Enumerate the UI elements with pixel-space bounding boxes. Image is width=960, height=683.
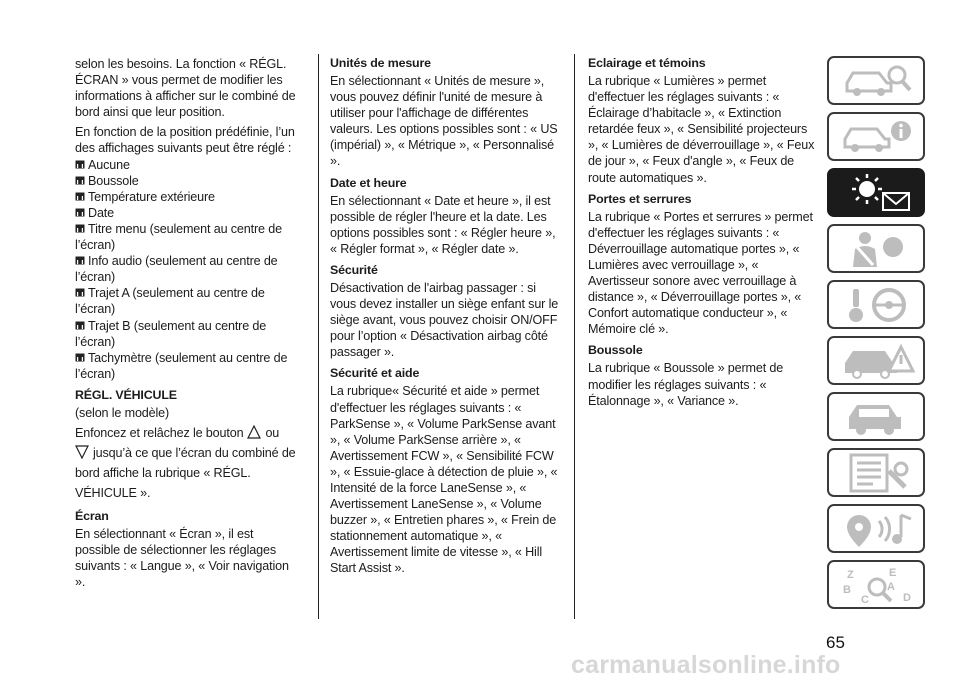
unites-paragraph: En sélectionnant « Unités de mesure », vous pouvez définir l'unité de mesure à utiliser pour l'affichage de différentes valeurs. Les options possibles sont : « US (impérial) », « Métrique », « Personnalisé ». — [330, 74, 558, 169]
car-search-icon — [839, 61, 919, 101]
bullet-icon — [75, 208, 85, 217]
watermark: carmanualsonline.info — [571, 651, 841, 679]
press-button-paragraph: Enfoncez et relâchez le bouton ou jusqu’à ce que l’écran du combiné de bord affiche la rubrique « RÉGL. VÉHICULE ». — [75, 425, 296, 500]
navigation-audio-icon — [839, 509, 919, 549]
alphabetical-index-icon — [839, 565, 919, 605]
down-arrow-button-icon — [75, 445, 89, 459]
list-item: Tachymètre (seulement au centre de l’écran) — [75, 350, 288, 381]
svg-text:B: B — [843, 584, 851, 596]
chapter-tab[interactable] — [827, 56, 925, 105]
column-divider — [318, 54, 319, 619]
svg-text:D: D — [903, 592, 911, 604]
bullet-icon — [75, 321, 85, 330]
list-item: Boussole — [75, 173, 297, 189]
svg-text:E: E — [889, 567, 897, 579]
list-item: Température extérieure — [75, 189, 297, 205]
ecran-paragraph: En sélectionnant « Écran », il est possible de sélectionner les réglages suivants : « Langue », « Voir navigation ». — [75, 526, 289, 590]
list-item: Aucune — [75, 157, 297, 173]
chapter-tabs-sidebar — [827, 56, 925, 616]
display-options-list — [75, 157, 297, 382]
svg-text:Z: Z — [847, 569, 854, 581]
up-arrow-button-icon — [247, 425, 261, 439]
bullet-icon — [75, 224, 85, 233]
chapter-tab[interactable] — [827, 448, 925, 497]
portes-paragraph: La rubrique « Portes et serrures » permet d'effectuer les réglages suivants : « Déverrouillage automatique portes », « Lumières avec verrouillage », « Avertisseur sonore avec verrouillage à distance », « Déverrouillage portes », « Confort automatique conducteur », « Mémoire clé ». — [588, 209, 813, 337]
list-item: Trajet B (seulement au centre de l’écran) — [75, 318, 267, 349]
section-heading-securite: Sécurité — [330, 262, 378, 277]
section-heading-portes: Portes et serrures — [588, 191, 692, 206]
svg-text:C: C — [861, 594, 869, 605]
car-warning-icon — [839, 341, 919, 381]
section-heading-ecran: Écran — [75, 508, 109, 523]
page-number: 65 — [826, 633, 845, 652]
car-info-icon — [839, 117, 919, 157]
chapter-tab[interactable] — [827, 280, 925, 329]
chapter-tab[interactable] — [827, 168, 925, 217]
column-middle — [330, 56, 562, 581]
lead-paragraph: En fonction de la position prédéfinie, l’un des affichages suivants peut être réglé : — [75, 125, 295, 156]
section-heading-unites: Unités de mesure — [330, 56, 431, 70]
column-right — [588, 56, 820, 413]
section-heading-vehicule: RÉGL. VÉHICULE — [75, 387, 177, 402]
intro-paragraph: selon les besoins. La fonction « RÉGL. ÉCRAN » vous permet de modifier les informations à afficher sur le combiné de bord ainsi que leur position. — [75, 57, 296, 120]
section-heading-aide: Sécurité et aide — [330, 366, 420, 381]
light-message-icon — [839, 173, 919, 213]
date-paragraph: En sélectionnant « Date et heure », il est possible de régler l'heure et la date. Les options possibles sont : « Régler heure », « Régler format », « Régler date ». — [330, 193, 556, 256]
aide-paragraph: La rubrique« Sécurité et aide » permet d'effectuer les réglages suivants : « ParkSense », « Volume ParkSense avant », « Volume ParkSense arrière », « Avertissement FCW », « Sensibilité FCW », « Essuie-glace à détection de pluie », « Intensité de la force LaneSense », « Avertissement LaneSense », « Volume buzzer », « Entretien phares », « Frein de stationnement automatique », « Avertissement limite de vitesse », « Hill Start Assist ». — [330, 384, 558, 576]
bullet-icon — [75, 256, 85, 265]
eclairage-paragraph: La rubrique « Lumières » permet d'effectuer les réglages suivants : « Éclairage d’habitacle », « Extinction retardée feux », « Sensibilité projecteurs », « Lumières de déverrouillage », « Feux de jour », « Feux d'angle », « Feux de route automatiques ». — [588, 74, 815, 185]
checklist-icon — [839, 453, 919, 493]
list-item: Info audio (seulement au centre de l’écran) — [75, 254, 278, 285]
seatbelt-airbag-icon — [839, 229, 919, 269]
bullet-icon — [75, 176, 85, 185]
chapter-tab[interactable] — [827, 560, 925, 609]
list-item: Titre menu (seulement au centre de l’écran) — [75, 221, 282, 253]
section-heading-date: Date et heure — [330, 175, 407, 190]
steering-wheel-icon — [839, 285, 919, 325]
svg-text:A: A — [887, 581, 895, 593]
column-divider — [574, 54, 575, 619]
chapter-tab[interactable] — [827, 224, 925, 273]
list-item: Trajet A (seulement au centre de l’écran) — [75, 286, 265, 317]
bullet-icon — [75, 160, 85, 169]
chapter-tab[interactable] — [827, 392, 925, 441]
chapter-tab[interactable] — [827, 112, 925, 161]
bullet-icon — [75, 353, 85, 362]
column-left — [75, 56, 297, 594]
section-heading-eclairage: Eclairage et témoins — [588, 56, 706, 70]
securite-paragraph: Désactivation de l'airbag passager : si vous devez installer un siège enfant sur le siège avant, vous pouvez choisir ON/OFF pour l’option « Désactivation airbag côté passager ». — [330, 280, 559, 360]
chapter-tab[interactable] — [827, 504, 925, 553]
section-heading-boussole: Boussole — [588, 343, 643, 358]
boussole-paragraph: La rubrique « Boussole » permet de modifier les réglages suivants : « Étalonnage », « Variance ». — [588, 361, 784, 408]
bullet-icon — [75, 192, 85, 201]
chapter-tab[interactable] — [827, 336, 925, 385]
list-item: Date — [75, 205, 297, 221]
vehicule-subtitle: (selon le modèle) — [75, 405, 170, 420]
bullet-icon — [75, 288, 85, 297]
car-service-icon — [839, 397, 919, 437]
